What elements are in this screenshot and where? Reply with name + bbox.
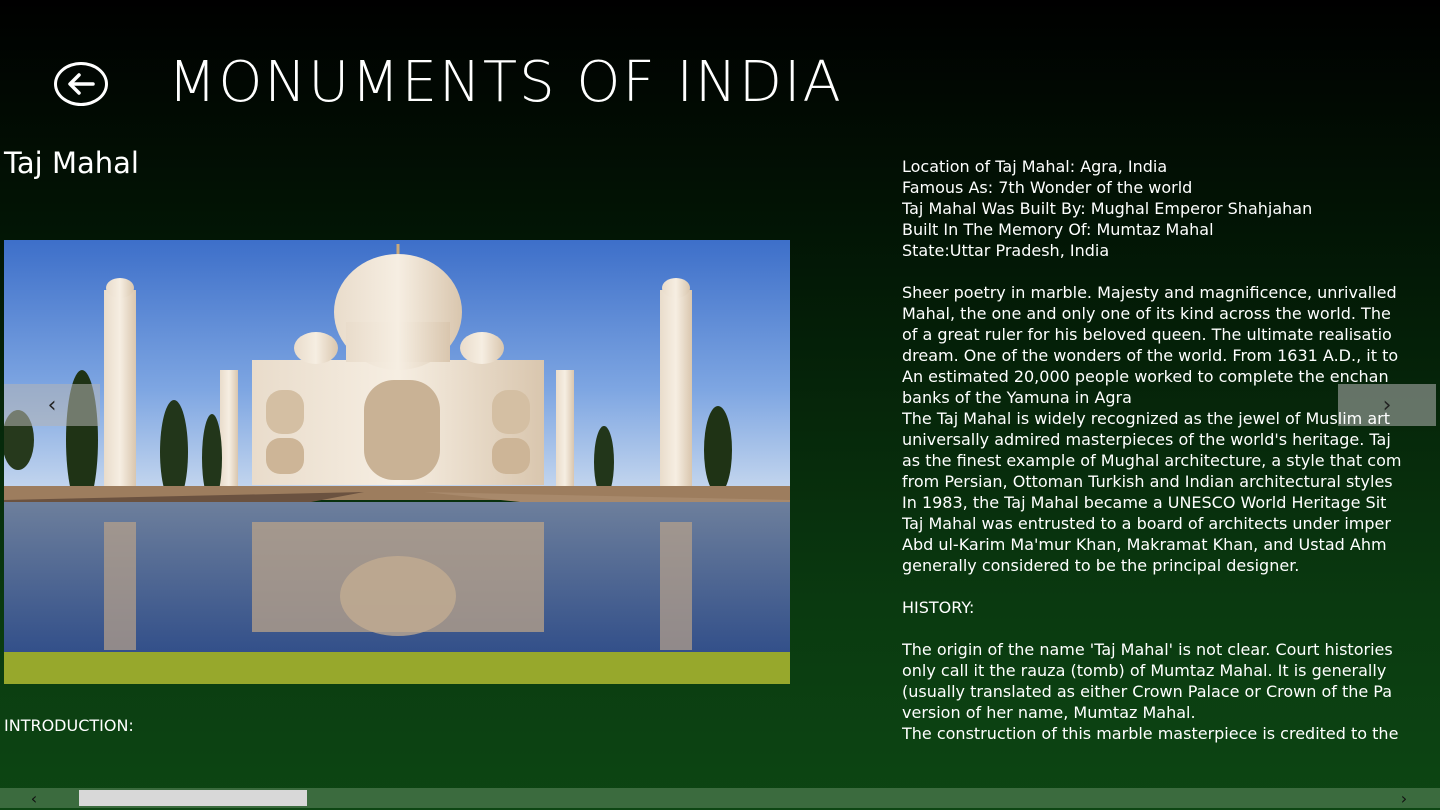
paragraph-gap bbox=[902, 618, 1440, 639]
paragraph-gap bbox=[902, 576, 1440, 597]
detail-line: Famous As: 7th Wonder of the world bbox=[902, 178, 1193, 197]
detail-line: generally considered to be the principal designer. bbox=[902, 556, 1300, 575]
scroll-left-button[interactable] bbox=[22, 788, 46, 808]
detail-line: Mahal, the one and only one of its kind across the world. The bbox=[902, 304, 1391, 323]
detail-line: Location of Taj Mahal: Agra, India bbox=[902, 157, 1168, 176]
detail-line: version of her name, Mumtaz Mahal. bbox=[902, 703, 1196, 722]
detail-line: universally admired masterpieces of the world's heritage. Taj bbox=[902, 430, 1391, 449]
scroll-right-button[interactable] bbox=[1392, 788, 1416, 808]
detail-line: Taj Mahal was entrusted to a board of architects under imper bbox=[902, 514, 1391, 533]
scrollbar-thumb[interactable] bbox=[79, 790, 307, 806]
detail-line: (usually translated as either Crown Palace or Crown of the Pa bbox=[902, 682, 1393, 701]
page-title: MONUMENTS OF INDIA bbox=[168, 50, 843, 115]
detail-line: dream. One of the wonders of the world. From 1631 A.D., it to bbox=[902, 346, 1399, 365]
detail-line: only call it the rauza (tomb) of Mumtaz Mahal. It is generally bbox=[902, 661, 1387, 680]
detail-line: State:Uttar Pradesh, India bbox=[902, 241, 1110, 260]
chevron-right-icon: › bbox=[1382, 392, 1392, 418]
detail-line: Taj Mahal Was Built By: Mughal Emperor Shahjahan bbox=[902, 199, 1313, 218]
paragraph-gap bbox=[902, 261, 1440, 282]
detail-line: Sheer poetry in marble. Majesty and magnificence, unrivalled bbox=[902, 283, 1397, 302]
detail-line: HISTORY: bbox=[902, 598, 975, 617]
detail-line: An estimated 20,000 people worked to complete the enchan bbox=[902, 367, 1389, 386]
detail-line: from Persian, Ottoman Turkish and Indian architectural styles bbox=[902, 472, 1393, 491]
detail-line: of a great ruler for his beloved queen. The ultimate realisatio bbox=[902, 325, 1392, 344]
chevron-right-icon: › bbox=[1400, 788, 1408, 808]
detail-line: The origin of the name 'Taj Mahal' is not clear. Court histories bbox=[902, 640, 1393, 659]
monument-name: Taj Mahal bbox=[4, 146, 139, 180]
back-arrow-icon bbox=[66, 72, 96, 96]
detail-line: The Taj Mahal is widely recognized as the jewel of Muslim art bbox=[902, 409, 1390, 428]
chevron-left-icon: ‹ bbox=[30, 788, 38, 808]
detail-line: Built In The Memory Of: Mumtaz Mahal bbox=[902, 220, 1214, 239]
detail-line: In 1983, the Taj Mahal became a UNESCO World Heritage Sit bbox=[902, 493, 1387, 512]
detail-line: banks of the Yamuna in Agra bbox=[902, 388, 1132, 407]
detail-line: Abd ul-Karim Ma'mur Khan, Makramat Khan, and Ustad Ahm bbox=[902, 535, 1387, 554]
back-button[interactable] bbox=[54, 62, 108, 106]
introduction-heading: INTRODUCTION: bbox=[4, 716, 134, 735]
detail-line: The construction of this marble masterpiece is credited to the bbox=[902, 724, 1399, 743]
chevron-left-icon: ‹ bbox=[47, 392, 57, 418]
horizontal-scrollbar[interactable] bbox=[0, 788, 1440, 808]
detail-line: as the finest example of Mughal architecture, a style that com bbox=[902, 451, 1402, 470]
monument-details bbox=[902, 156, 1440, 756]
previous-image-button[interactable] bbox=[4, 384, 100, 426]
taj-mahal-photo bbox=[4, 240, 790, 684]
